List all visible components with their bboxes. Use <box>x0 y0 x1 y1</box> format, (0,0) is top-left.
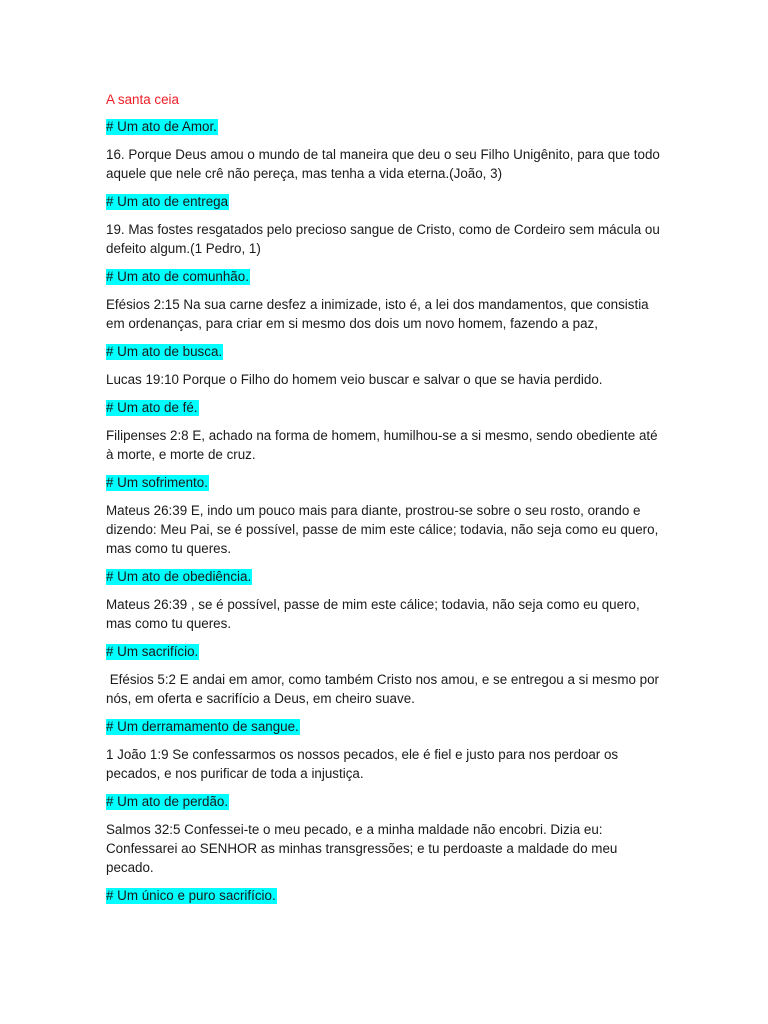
section-amor <box>106 117 666 183</box>
verse-text: Mateus 26:39 E, indo um pouco mais para diante, prostrou-se sobre o seu rosto, orando e dizendo: Meu Pai, se é possível, passe de mim este cálice; todavia, não seja como eu quero, mas como tu queres. <box>106 503 663 556</box>
verse-text: Mateus 26:39 , se é possível, passe de mim este cálice; todavia, não seja como eu quero, mas como tu queres. <box>106 597 644 631</box>
section-heading: # Um sofrimento. <box>106 475 208 490</box>
verse-text: Lucas 19:10 Porque o Filho do homem veio buscar e salvar o que se havia perdido. <box>106 372 603 387</box>
section-heading: # Um ato de Amor. <box>106 119 217 134</box>
document-title: A santa ceia <box>106 92 179 107</box>
section-comunhao <box>106 267 666 333</box>
section-sacrificio <box>106 642 666 708</box>
section-busca <box>106 342 666 389</box>
document-page <box>106 90 666 914</box>
section-heading: # Um ato de comunhão. <box>106 269 249 284</box>
section-heading: # Um ato de perdão. <box>106 794 229 809</box>
section-entrega <box>106 192 666 258</box>
section-perdao <box>106 792 666 877</box>
section-heading: # Um derramamento de sangue. <box>106 719 299 734</box>
section-unico-sacrificio <box>106 886 666 905</box>
section-heading: # Um ato de entrega <box>106 194 229 209</box>
section-heading: # Um sacrifício. <box>106 644 199 659</box>
verse-text: 1 João 1:9 Se confessarmos os nossos pecados, ele é fiel e justo para nos perdoar os pecados, e nos purificar de toda a injustiça. <box>106 747 622 781</box>
section-derramamento <box>106 717 666 783</box>
section-fe <box>106 398 666 464</box>
verse-text: Efésios 2:15 Na sua carne desfez a inimizade, isto é, a lei dos mandamentos, que consistia em ordenanças, para criar em si mesmo dos dois um novo homem, fazendo a paz, <box>106 297 653 331</box>
section-obediencia <box>106 567 666 633</box>
section-heading: # Um ato de busca. <box>106 344 223 359</box>
verse-text: Filipenses 2:8 E, achado na forma de homem, humilhou-se a si mesmo, sendo obediente até à morte, e morte de cruz. <box>106 428 662 462</box>
section-heading: # Um único e puro sacrifício. <box>106 888 276 903</box>
verse-text: 19. Mas fostes resgatados pelo precioso sangue de Cristo, como de Cordeiro sem mácula ou defeito algum.(1 Pedro, 1) <box>106 222 664 256</box>
section-heading: # Um ato de fé. <box>106 400 198 415</box>
section-heading: # Um ato de obediência. <box>106 569 252 584</box>
verse-text: 16. Porque Deus amou o mundo de tal maneira que deu o seu Filho Unigênito, para que todo aquele que nele crê não pereça, mas tenha a vida eterna.(João, 3) <box>106 147 664 181</box>
section-sofrimento <box>106 473 666 558</box>
verse-text: Salmos 32:5 Confessei-te o meu pecado, e a minha maldade não encobri. Dizia eu: Confessarei ao SENHOR as minhas transgressões; e tu perdoaste a maldade do meu pecado. <box>106 822 622 875</box>
verse-text: Efésios 5:2 E andai em amor, como também Cristo nos amou, e se entregou a si mesmo por nós, em oferta e sacrifício a Deus, em cheiro suave. <box>106 672 663 706</box>
